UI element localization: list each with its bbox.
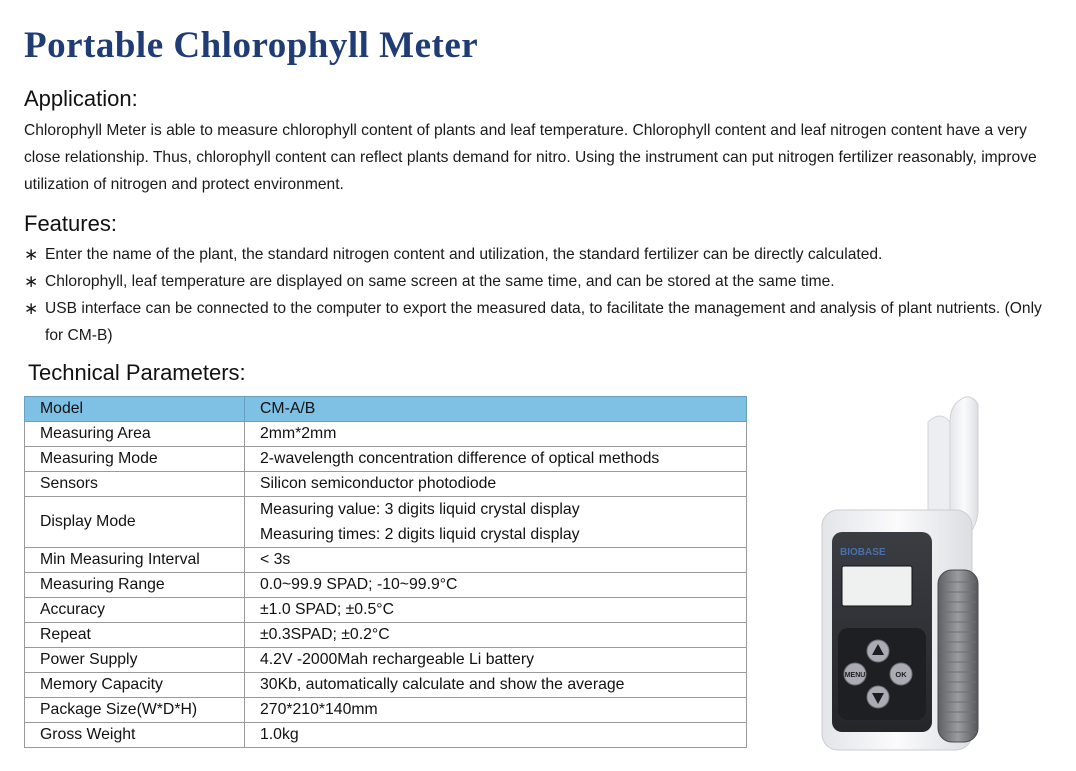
features-heading: Features: [24, 211, 117, 236]
table-row [25, 673, 747, 698]
table-row [25, 623, 747, 648]
table-cell-label: Sensors [25, 472, 245, 497]
asterisk-bullet-icon: ∗ [24, 245, 39, 264]
menu-button-label: MENU [844, 672, 866, 679]
table-header-row [25, 397, 747, 422]
table-cell-value: 2-wavelength concentration difference of optical methods [245, 447, 747, 472]
table-row [25, 598, 747, 623]
table-row [25, 698, 747, 723]
table-cell-label: Accuracy [25, 598, 245, 623]
feature-text: Enter the name of the plant, the standard nitrogen content and utilization, the standard fertilizer can be directly calculated. [45, 246, 883, 263]
feature-item [24, 268, 1064, 295]
application-heading: Application: [24, 86, 138, 111]
table-cell-label: Measuring Range [25, 573, 245, 598]
table-cell-value [245, 497, 747, 548]
ok-button-label: OK [895, 670, 907, 679]
table-cell-value: ±1.0 SPAD; ±0.5°C [245, 598, 747, 623]
table-row [25, 447, 747, 472]
feature-text: Chlorophyll, leaf temperature are displayed on same screen at the same time, and can be stored at the same time. [45, 273, 835, 290]
table-cell-label: Power Supply [25, 648, 245, 673]
table-cell-label: Min Measuring Interval [25, 548, 245, 573]
table-row [25, 573, 747, 598]
table-cell-value: 1.0kg [245, 723, 747, 748]
brand-logo: BIOBASE [840, 547, 886, 558]
table-cell-label: Gross Weight [25, 723, 245, 748]
table-cell-value: 0.0~99.9 SPAD; -10~99.9°C [245, 573, 747, 598]
table-cell-label: Memory Capacity [25, 673, 245, 698]
table-cell-value: 270*210*140mm [245, 698, 747, 723]
technical-parameters-table [24, 396, 747, 748]
table-row [25, 472, 747, 497]
application-text: Chlorophyll Meter is able to measure chlorophyll content of plants and leaf temperature. Chlorophyll content and leaf nitrogen content have a very close relationship. Thus, chlorophyll content can reflect plants demand for nitro. Using the instrument can put nitrogen fertilizer reasonably, improve utilization of nitrogen and protect environment. [24, 122, 1037, 193]
page-title: Portable Chlorophyll Meter [24, 25, 479, 66]
feature-item [24, 295, 1064, 349]
feature-item [24, 241, 1064, 268]
table-cell-label: Measuring Mode [25, 447, 245, 472]
table-cell-label: Package Size(W*D*H) [25, 698, 245, 723]
table-cell-label: Measuring Area [25, 422, 245, 447]
grip [938, 570, 978, 742]
table-row [25, 648, 747, 673]
table-cell-value: Silicon semiconductor photodiode [245, 472, 747, 497]
chlorophyll-meter-device-image [810, 392, 1010, 762]
display-mode-line: Measuring times: 2 digits liquid crystal display [260, 526, 580, 543]
table-row [25, 723, 747, 748]
table-cell-value: < 3s [245, 548, 747, 573]
table-cell-label: Model [25, 397, 245, 422]
display-mode-line: Measuring value: 3 digits liquid crystal display [260, 501, 580, 518]
table-cell-label: Display Mode [25, 497, 245, 548]
table-cell-value: ±0.3SPAD; ±0.2°C [245, 623, 747, 648]
table-row [25, 548, 747, 573]
table-cell-label: Repeat [25, 623, 245, 648]
table-row [25, 497, 747, 548]
features-list [24, 241, 1064, 349]
asterisk-bullet-icon: ∗ [24, 299, 39, 318]
feature-text: USB interface can be connected to the computer to export the measured data, to facilitate the management and analysis of plant nutrients. (Only for CM-B) [45, 300, 1042, 344]
table-cell-value: CM-A/B [245, 397, 747, 422]
technical-heading: Technical Parameters: [28, 360, 246, 385]
table-row [25, 422, 747, 447]
table-cell-value: 4.2V -2000Mah rechargeable Li battery [245, 648, 747, 673]
table-cell-value: 30Kb, automatically calculate and show the average [245, 673, 747, 698]
table-cell-value: 2mm*2mm [245, 422, 747, 447]
asterisk-bullet-icon: ∗ [24, 272, 39, 291]
lcd-screen [842, 566, 912, 606]
